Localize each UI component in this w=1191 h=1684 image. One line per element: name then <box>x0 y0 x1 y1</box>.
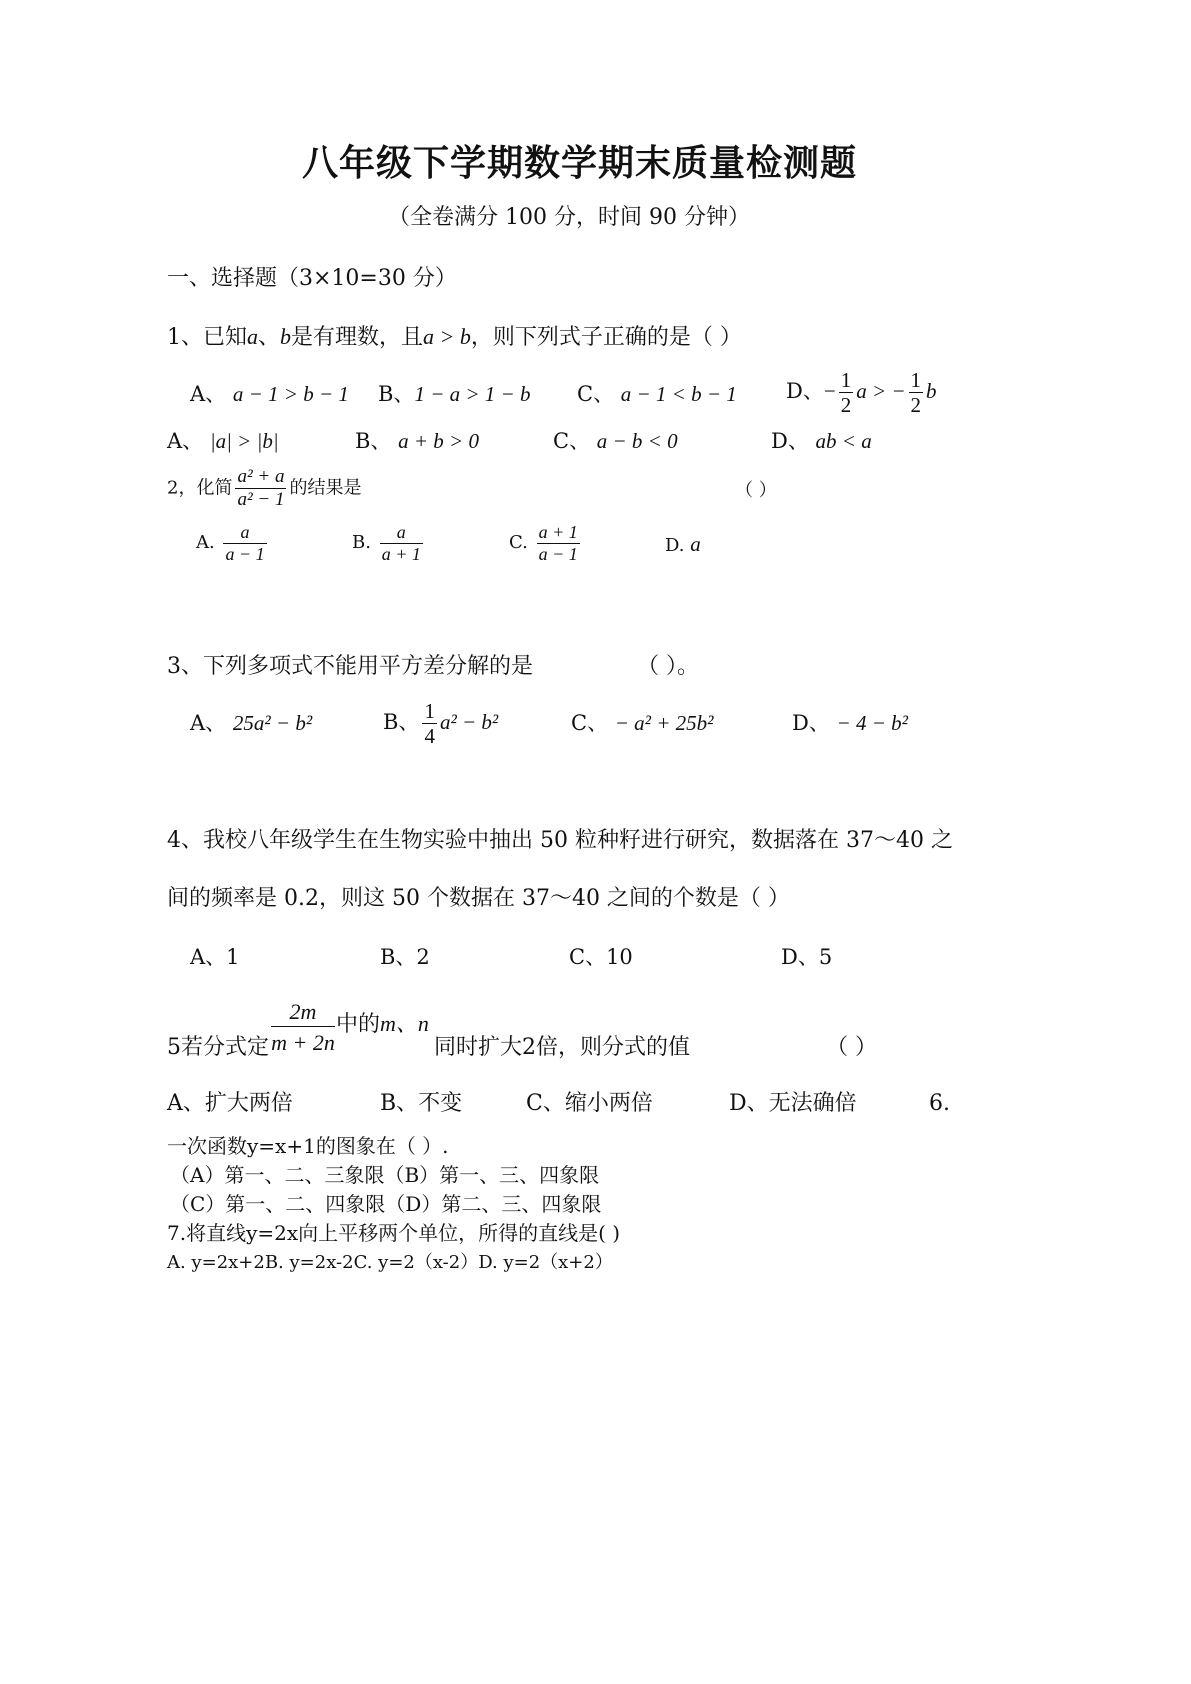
question-1: 1、已知a、b是有理数，且a > b，则下列式子正确的是（ ） <box>167 324 742 350</box>
q1-option-b2: B、 a + b > 0 <box>355 429 479 453</box>
q4-option-a: A、1 <box>190 945 240 969</box>
q1-option-a: A、 a − 1 > b − 1 <box>190 382 349 406</box>
q7-options: A. y=2x+2B. y=2x-2C. y=2（x-2）D. y=2（x+2） <box>167 1252 613 1273</box>
q3-option-d: D、 − 4 − b² <box>792 711 908 735</box>
q3-option-a: A、 25a² − b² <box>190 711 313 735</box>
fraction: $\frac{1}{2}$ <box>840 368 852 418</box>
q5-answer-paren: （ ） <box>826 1035 877 1060</box>
q2-answer-paren: （ ） <box>735 480 777 501</box>
question-7: 7.将直线y=2x向上平移两个单位，所得的直线是( ) <box>167 1221 621 1245</box>
question-6: 一次函数y=x+1的图象在（ ）. <box>167 1134 449 1158</box>
q1-option-c2: C、 a − b < 0 <box>553 429 678 453</box>
q4-option-d: D、5 <box>781 945 833 969</box>
q5-option-a: A、扩大两倍 <box>167 1091 293 1116</box>
q5-option-b: B、不变 <box>380 1091 463 1116</box>
q2-option-c: C. $\frac{a + 1}{a - 1}$ <box>509 522 578 564</box>
q6-options-line-1: （A）第一、二、三象限（B）第一、三、四象限 <box>170 1163 600 1187</box>
q5-fraction: 2m m + 2n <box>271 999 335 1055</box>
q3-answer-paren: （ ）。 <box>637 654 699 679</box>
question-3: 3、下列多项式不能用平方差分解的是 <box>167 654 533 679</box>
q1-option-d: D、− $\frac{1}{2}$ a > − $\frac{1}{2}$ b <box>786 368 937 418</box>
fraction: $\frac{1}{4}$ <box>424 699 435 749</box>
question-6-number: 6. <box>929 1091 950 1116</box>
q2-option-d: D. a <box>665 532 701 556</box>
q3-option-c: C、 − a² + 25b² <box>571 711 714 735</box>
question-4-line-1: 4、我校八年级学生在生物实验中抽出 50 粒种籽进行研究，数据落在 37～40 之 <box>167 828 953 853</box>
q6-options-line-2: （C）第一、二、四象限（D）第二、三、四象限 <box>170 1192 602 1216</box>
q5-option-d: D、无法确倍 <box>729 1091 857 1116</box>
q4-option-c: C、10 <box>569 945 633 969</box>
fraction: $\frac{a}{a - 1}$ <box>225 522 265 564</box>
fraction: $\frac{\text{a² + a}}{\text{a² − 1}}$ <box>237 466 285 510</box>
q2-option-b: B. $\frac{a}{a + 1}$ <box>352 522 421 564</box>
question-4-line-2: 间的频率是 0.2，则这 50 个数据在 37～40 之间的个数是（ ） <box>167 886 790 911</box>
q1-option-a2: A、 |a| > |b| <box>167 429 279 453</box>
fraction: $\frac{a + 1}{a - 1}$ <box>538 522 578 564</box>
exam-subtitle: （全卷满分 100 分，时间 90 分钟） <box>388 205 750 230</box>
q1-option-c: C、 a − 1 < b − 1 <box>577 382 737 406</box>
q3-option-b: B、 $\frac{1}{4}$ a² − b² <box>383 699 499 749</box>
exam-title: 八年级下学期数学期末质量检测题 <box>302 143 858 184</box>
fraction: $\frac{a}{a + 1}$ <box>381 522 421 564</box>
q1-option-d2: D、 ab < a <box>771 429 872 453</box>
question-2: 2，化简 $\frac{\text{a² + a}}{\text{a² − 1}}$ 的结果是 <box>167 466 362 510</box>
section-heading: 一、选择题（3×10=30 分） <box>167 266 457 291</box>
question-5-text: 同时扩大2倍，则分式的值 <box>434 1035 690 1060</box>
q4-option-b: B、2 <box>380 945 430 969</box>
fraction: $\frac{1}{2}$ <box>910 368 922 418</box>
q5-variables: 中的m、n <box>336 1011 429 1037</box>
q2-option-a: A. $\frac{a}{a - 1}$ <box>196 522 265 564</box>
q5-option-c: C、缩小两倍 <box>526 1091 653 1116</box>
q1-option-b: B、1 − a > 1 − b <box>378 382 531 406</box>
question-5-prefix: 5若分式定 <box>167 1035 269 1060</box>
